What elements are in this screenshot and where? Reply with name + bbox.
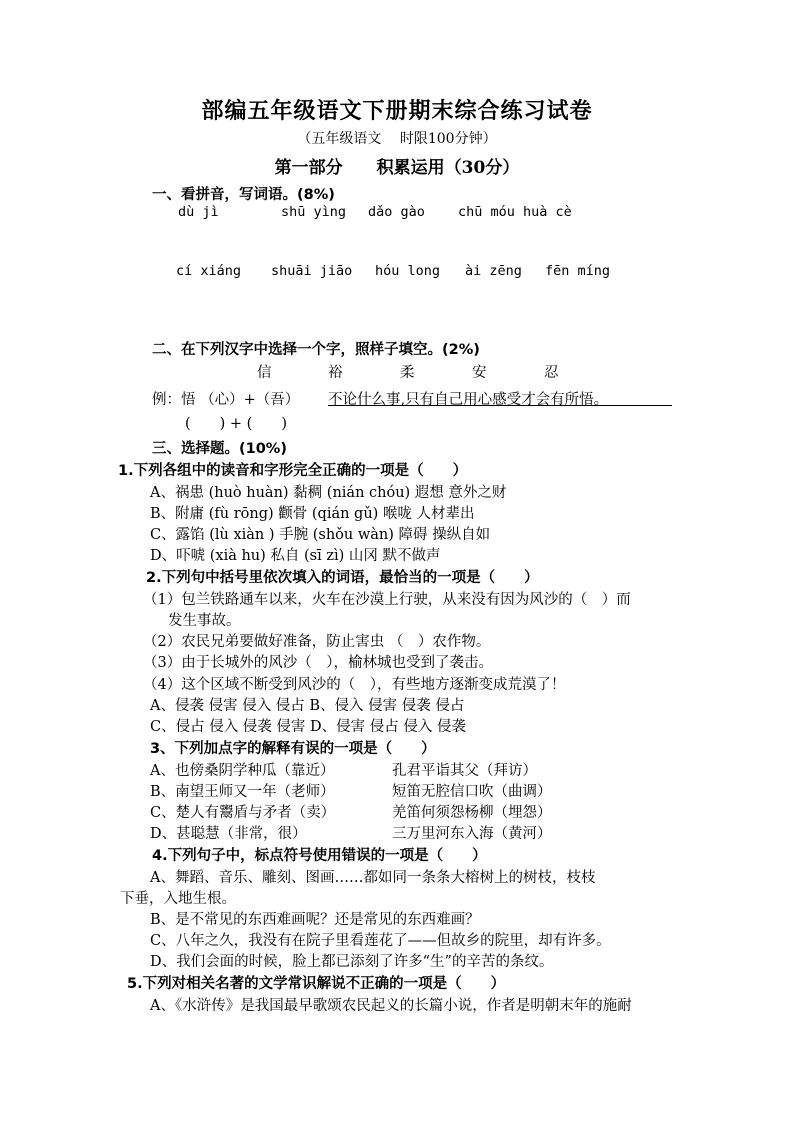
choice-char: 裕	[328, 365, 343, 381]
part-title	[0, 153, 794, 178]
q2-item: （1）包兰铁路通车以来，火车在沙漠上行驶，从来没有因为风沙的（ ）而	[143, 592, 631, 608]
q2-item: （2）农民兄弟要做好准备，防止害虫 （ ）农作物。	[143, 634, 491, 650]
answer-line	[328, 405, 672, 406]
example-sentence-text: 不论什么事,只有自己用心感受才会有所悟。	[328, 392, 609, 408]
section2-heading: 二、在下列汉字中选择一个字，照样子填空。(2%)	[152, 342, 480, 358]
q4-option-a: A、舞蹈、音乐、雕刻、图画……都如同一条条大榕树上的树枝，枝枝	[150, 870, 596, 886]
section3-heading: 三、选择题。(10%)	[152, 441, 287, 457]
q1-stem: 1.下列各组中的读音和字形完全正确的一项是（ ）	[118, 463, 468, 479]
pinyin-item: hóu long	[375, 263, 441, 279]
page-subtitle: （五年级语文 时限100分钟）	[297, 131, 497, 147]
page-title: 部编五年级语文下册期末综合练习试卷	[201, 99, 593, 124]
q1-option-a: A、祸患 (huò huàn) 黏稠 (nián chóu) 遐想 意外之财	[150, 485, 507, 501]
pinyin-item: shū yìng	[281, 204, 347, 220]
choice-char: 柔	[400, 365, 415, 381]
q3-option-a: A、也傍桑阴学种瓜（靠近）	[150, 763, 335, 779]
pinyin-item: ài zēng	[465, 263, 522, 279]
q3-stem: 3、下列加点字的解释有误的一项是（ ）	[150, 741, 436, 757]
q2-stem: 2.下列句中括号里依次填入的词语，最恰当的一项是（ ）	[146, 570, 539, 586]
q3-option-b2: 短笛无腔信口吹（曲调）	[392, 784, 552, 800]
q2-item: （3）由于长城外的风沙（ ），榆林城也受到了袭击。	[143, 655, 493, 671]
q4-option-b: B、是不常见的东西难画呢？还是常见的东西难画？	[150, 912, 480, 928]
pinyin-item: chū móu huà cè	[458, 204, 572, 220]
pinyin-item: fēn míng	[545, 263, 611, 279]
part-title-right: 积累运用（30分）	[376, 158, 520, 178]
q3-option-d: D、甚聪慧（非常，很）	[150, 826, 307, 842]
choice-char: 安	[472, 365, 487, 381]
q2-options-ab: A、侵袭 侵害 侵入 侵占 B、侵入 侵害 侵袭 侵占	[150, 698, 465, 714]
section1-heading: 一、看拼音，写词语。(8%)	[152, 187, 335, 203]
choice-char: 忍	[544, 365, 559, 381]
choice-char: 信	[257, 365, 272, 381]
example-label: 例：悟 （心）+（吾）	[152, 392, 300, 408]
q4-option-c: C、八年之久，我没有在院子里看莲花了——但故乡的院里，却有许多。	[150, 933, 611, 949]
q3-option-c2: 羌笛何须怨杨柳（埋怨）	[392, 805, 552, 821]
pinyin-item: shuāi jiāo	[271, 263, 353, 279]
q1-option-d: D、吓唬 (xià hu) 私自 (sī zì) 山冈 默不做声	[150, 548, 441, 564]
q1-option-c: C、露馅 (lù xiàn ) 手腕 (shǒu wàn) 障碍 操纵自如	[150, 527, 491, 543]
q3-option-a2: 孔君平诣其父（拜访）	[392, 763, 537, 779]
q2-item: 发生事故。	[168, 613, 241, 629]
q4-option-d: D、我们会面的时候，脸上都已添刻了许多“生”的辛苦的条纹。	[150, 954, 554, 970]
q3-option-b: B、南望王师又一年（老师）	[150, 784, 335, 800]
pinyin-item: dù jì	[178, 204, 219, 220]
q2-options-cd: C、侵占 侵入 侵袭 侵害 D、侵害 侵占 侵入 侵袭	[150, 719, 466, 735]
q4-stem: 4.下列句子中，标点符号使用错误的一项是（ ）	[152, 848, 487, 864]
q1-option-b: B、附庸 (fù rōng) 颧骨 (qián gǔ) 喉咙 人材辈出	[150, 506, 475, 522]
q3-option-c: C、楚人有鬻盾与矛者（卖）	[150, 805, 336, 821]
q5-stem: 5.下列对相关名著的文学常识解说不正确的一项是（ ）	[127, 976, 506, 992]
part-title-left: 第一部分	[274, 158, 343, 178]
q2-item: （4）这个区域不断受到风沙的（ ），有些地方逐渐变成荒漠了！	[143, 677, 566, 693]
q5-option-a: A、《水浒传》是我国最早歌颂农民起义的长篇小说，作者是明朝末年的施耐	[150, 998, 632, 1014]
pinyin-item: cí xiáng	[176, 263, 242, 279]
pinyin-item: dǎo gào	[368, 204, 425, 220]
q3-option-d2: 三万里河东入海（黄河）	[392, 826, 552, 842]
q4-option-a-cont: 下垂，入地生根。	[120, 891, 236, 907]
blank-row: ( ) + ( )	[185, 416, 287, 432]
